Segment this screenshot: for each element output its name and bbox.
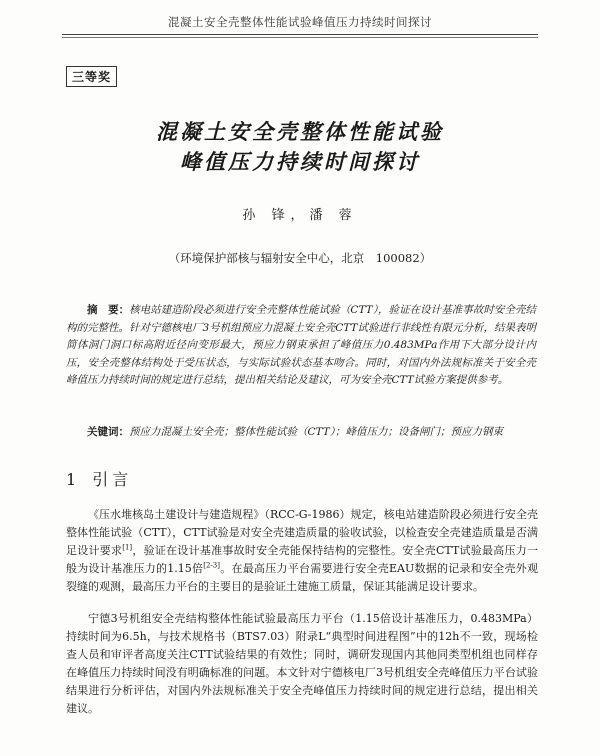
affiliation: （环境保护部核与辐射安全中心，北京 100082）: [168, 251, 432, 265]
paper-title-line1: 混凝土安全壳整体性能试验: [156, 119, 444, 144]
paragraph-text: 。在最高压力平台需要进行安全壳EAU数据的记录和安全壳外观裂缝的观测，最高压力平台的主要目的是验证土建施工质量，保证其能满足设计要求。: [66, 562, 538, 593]
header-rule: [62, 34, 538, 35]
header-rule-thin: [62, 37, 538, 38]
running-head: 混凝土安全壳整体性能试验峰值压力持续时间探讨: [168, 15, 432, 29]
abstract: [66, 302, 536, 390]
section-title: 引言: [92, 470, 133, 489]
paragraph-intro-1: [66, 506, 538, 596]
keywords-text: 预应力混凝土安全壳；整体性能试验（CTT）；峰值压力；设备闸门；预应力钢束: [129, 426, 503, 438]
paragraph-intro-2: 宁德3号机组安全壳结构整体性能试验最高压力平台（1.15倍设计基准压力，0.483MPa）持续时间为6.5h，与技术规格书（BTS7.03）附录L“典型时间进程图”中的12h不一致，现场检查人员和审评者高度关注CTT试验结果的有效性；同时，调研发现国内其他同类型机组也同样存在峰值压力持续时间没有明确标准的问题。本文针对宁德核电厂3号机组安全壳峰值压力平台试验结果进行分析评估，对国内外法规标准关于安全壳峰值压力持续时间的规定进行总结，提出相关建议。: [66, 612, 538, 715]
paragraph-text: ，验证在设计基准事故时安全壳能保持结构的完整性。安全壳CTT试验最高压力一般为设计基准压力的1.15倍: [66, 544, 539, 575]
keywords: [66, 424, 536, 442]
authors: 孙 锋，潘 蓉: [242, 208, 358, 223]
paper-title-line2: 峰值压力持续时间探讨: [180, 149, 420, 174]
paragraph-text: 《压水堆核岛土建设计与建造规程》（RCC-G-1986）规定，核电站建造阶段必须进行安全壳整体性能试验（CTT），CTT试验是对安全壳建造质量的验收试验，以检查安全壳建造质量是否满足设计要求: [66, 508, 538, 557]
section-heading: [66, 467, 132, 490]
section-number: 1: [66, 470, 81, 489]
citation-ref: [1]: [122, 543, 133, 552]
abstract-text: 核电站建造阶段必须进行安全壳整体性能试验（CTT），验证在设计基准事故时安全壳结构的完整性。针对宁德核电厂3号机组预应力混凝土安全壳CTT试验进行非线性有限元分析，结果表明简体洞门洞口标高附近径向变形最大，预应力钢束承担了峰值压力0.483MPa作用下大部分设计内压，安全壳整体结构处于受压状态，与实际试验状态基本吻合。同时，对国内外法规标准关于安全壳峰值压力持续时间的规定进行总结，提出相关结论及建议，可为安全壳CTT试验方案提供参考。: [66, 304, 537, 386]
abstract-label: 摘 要：: [87, 304, 130, 316]
keywords-label: 关键词：: [87, 426, 129, 438]
citation-ref: [2-3]: [203, 561, 220, 570]
award-badge: 三等奖: [66, 66, 117, 87]
